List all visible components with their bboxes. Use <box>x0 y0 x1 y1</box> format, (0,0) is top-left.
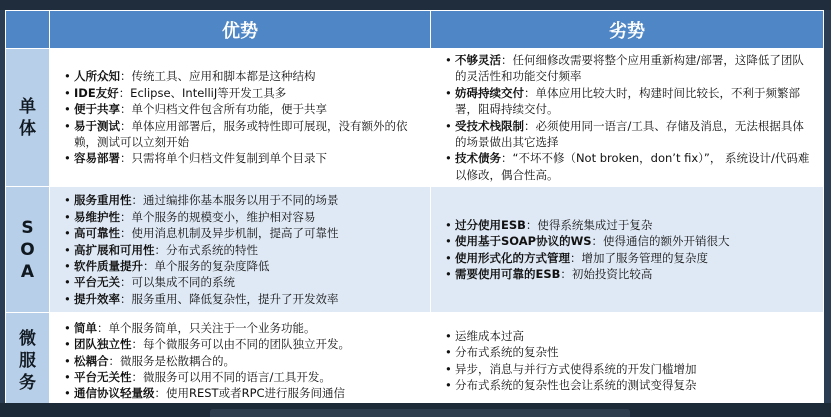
list-item: • IDE友好：Eclipse、IntelliJ等开发工具多 <box>66 85 422 101</box>
list-item: • 使用形式化的方式管理：增加了服务管理的复杂度 <box>447 250 815 266</box>
row-label-microservices <box>6 313 50 409</box>
pros-cell-soa <box>50 187 431 313</box>
list-item: • 易于测试：单体应用部署后，服务或特性即可展现，没有额外的依赖，测试可以立刻开始 <box>66 118 422 151</box>
list-item: • 便于共享：单个归档文件包含所有功能，便于共享 <box>66 101 422 117</box>
list-item: • 过分使用ESB：使得系统集成过于复杂 <box>447 217 815 233</box>
cons-list <box>431 49 823 186</box>
cons-cell-microservices <box>431 313 824 409</box>
list-item: • 松耦合：微服务是松散耦合的。 <box>66 353 422 369</box>
list-item: • 异步，消息与并行方式使得系统的开发门槛增加 <box>447 361 815 377</box>
comparison-table <box>5 10 824 409</box>
list-item: • 技术债务：“不坏不修（Not broken，don’t fix）”， 系统设计/代码难以修改，偶合性高。 <box>447 150 815 183</box>
list-item: • 使用基于SOAP协议的WS：使得通信的额外开销很大 <box>447 233 815 249</box>
pros-list <box>50 317 430 405</box>
list-item: • 高可靠性：使用消息机制及异步机制，提高了可靠性 <box>66 225 422 241</box>
row-label-monolith <box>6 49 50 187</box>
top-strip <box>0 0 831 10</box>
list-item: • 容易部署：只需将单个归档文件复制到单个目录下 <box>66 150 422 166</box>
list-item: • 提升效率：服务重用、降低复杂性，提升了开发效率 <box>66 291 422 307</box>
list-item: • 妨碍持续交付：单体应用比较大时，构建时间比较长，不利于频繁部署，阻碍持续交付。 <box>447 85 815 118</box>
header-corner-cell <box>6 11 50 49</box>
pros-cell-monolith <box>50 49 431 187</box>
row-label-text: 单 体 <box>19 96 36 139</box>
list-item: • 团队独立性：每个微服务可以由不同的团队独立开发。 <box>66 336 422 352</box>
row-label-soa <box>6 187 50 313</box>
header-row <box>6 11 824 49</box>
list-item: • 不够灵活：任何细修改需要将整个应用重新构建/部署，这降低了团队的灵活性和功能交付频率 <box>447 52 815 85</box>
list-item: • 运维成本过高 <box>447 328 815 344</box>
cut-off-caption-shape <box>210 409 630 417</box>
list-item: • 软件质量提升：单个服务的复杂度降低 <box>66 258 422 274</box>
header-advantages: 优势 <box>50 11 431 49</box>
list-item: • 平台无关：可以集成不同的系统 <box>66 274 422 290</box>
pros-list <box>50 189 430 310</box>
list-item: • 高扩展和可用性：分布式系统的特性 <box>66 242 422 258</box>
cons-list <box>431 214 823 286</box>
list-item: • 需要使用可靠的ESB：初始投资比较高 <box>447 266 815 282</box>
list-item: • 受技术栈限制：必须使用同一语言/工具、存储及消息，无法根据具体的场景做出其它选择 <box>447 118 815 151</box>
list-item: • 易维护性：单个服务的规模变小，维护相对容易 <box>66 209 422 225</box>
list-item: • 人所众知：传统工具、应用和脚本都是这种结构 <box>66 68 422 84</box>
cons-list <box>431 325 823 397</box>
row-soa <box>6 187 824 313</box>
list-item: • 服务重用性：通过编排你基本服务以用于不同的场景 <box>66 192 422 208</box>
list-item: • 分布式系统的复杂性也会让系统的测试变得复杂 <box>447 377 815 393</box>
list-item: • 平台无关性：微服务可以用不同的语言/工具开发。 <box>66 369 422 385</box>
header-disadvantages: 劣势 <box>431 11 824 49</box>
row-label-text: 微 服 务 <box>19 328 36 393</box>
row-monolith <box>6 49 824 187</box>
pros-list <box>50 65 430 169</box>
cons-cell-soa <box>431 187 824 313</box>
row-label-text: S O A <box>20 217 35 282</box>
list-item: • 分布式系统的复杂性 <box>447 344 815 360</box>
cons-cell-monolith <box>431 49 824 187</box>
pros-cell-microservices <box>50 313 431 409</box>
row-microservices <box>6 313 824 409</box>
list-item: • 简单：单个服务简单，只关注于一个业务功能。 <box>66 320 422 336</box>
list-item: • 通信协议轻量级：使用REST或者RPC进行服务间通信 <box>66 385 422 401</box>
